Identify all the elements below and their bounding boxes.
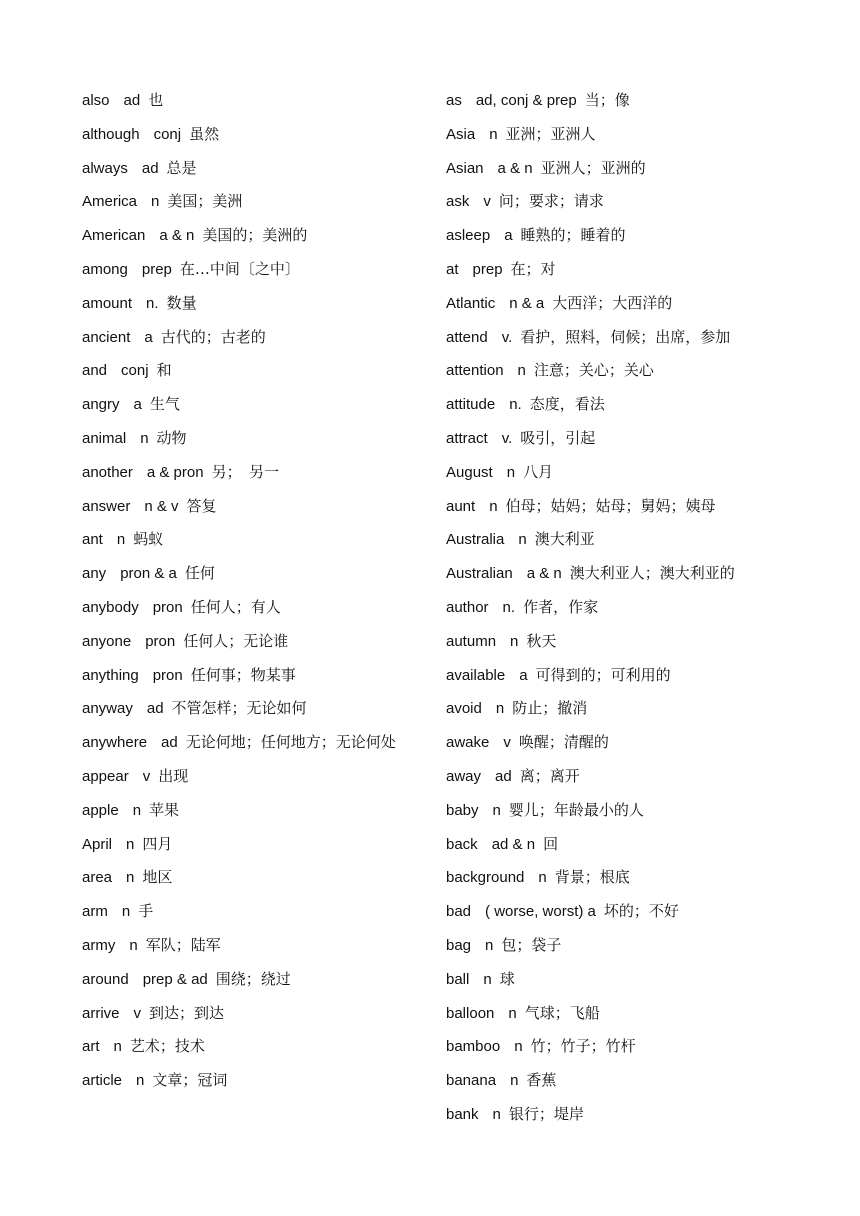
entry-definition: 背景；根底 (554, 868, 630, 887)
entry-definition: 八月 (523, 462, 554, 481)
entry-definition: 到达；到达 (149, 1003, 225, 1022)
vocab-entry (446, 692, 786, 726)
vocab-entry (82, 118, 422, 152)
entry-word: Asian (446, 159, 484, 177)
entry-definition: 无论何地；任何地方；无论何处 (185, 733, 396, 752)
entry-part-of-speech: v. (501, 328, 513, 346)
entry-part-of-speech: n (495, 700, 505, 718)
vocab-entry (446, 929, 786, 963)
entry-part-of-speech: ad (495, 767, 512, 785)
entry-definition: 虽然 (189, 124, 220, 143)
entry-word: ancient (82, 328, 131, 346)
entry-part-of-speech: a & n (159, 227, 195, 245)
entry-word: away (446, 767, 482, 785)
vocab-entry (82, 523, 422, 557)
vocab-entry (446, 287, 786, 321)
entry-part-of-speech: n (126, 835, 135, 853)
entry-part-of-speech: n. (146, 294, 159, 312)
entry-part-of-speech: n (518, 531, 527, 549)
entry-definition: 坏的；不好 (603, 902, 679, 921)
entry-definition: 香蕉 (526, 1071, 557, 1090)
entry-word: answer (82, 497, 131, 515)
vocab-entry (82, 828, 422, 862)
vocab-entry (82, 456, 422, 490)
entry-word: anyway (82, 700, 133, 718)
entry-definition: 地区 (142, 868, 173, 887)
entry-word: bamboo (446, 1038, 501, 1056)
entry-word: animal (82, 429, 127, 447)
entry-part-of-speech: v (503, 734, 511, 752)
entry-definition: 大西洋；大西洋的 (552, 293, 673, 312)
vocab-entry (82, 219, 422, 253)
entry-word: bag (446, 936, 472, 954)
vocab-entry (446, 1098, 786, 1132)
entry-definition: 另； 另一 (211, 462, 280, 481)
vocab-entry (446, 321, 786, 355)
entry-word: background (446, 869, 525, 887)
vocab-entry (446, 490, 786, 524)
entry-part-of-speech: pron (152, 598, 183, 616)
entry-part-of-speech: n & a (509, 294, 545, 312)
vocab-entry (82, 591, 422, 625)
entry-word: banana (446, 1072, 497, 1090)
entry-word: and (82, 362, 108, 380)
vocab-entry (446, 456, 786, 490)
vocab-entry (82, 997, 422, 1031)
entry-part-of-speech: n (508, 1004, 517, 1022)
entry-definition: 四月 (142, 834, 173, 853)
entry-part-of-speech: ad (123, 92, 141, 109)
entry-part-of-speech: v (483, 193, 491, 211)
vocab-entry (446, 726, 786, 760)
entry-word: attention (446, 362, 504, 380)
entry-word: angry (82, 396, 120, 414)
entry-part-of-speech: n (483, 970, 492, 988)
vocab-entry (446, 895, 786, 929)
entry-word: autumn (446, 632, 497, 650)
entry-word: baby (446, 801, 479, 819)
entry-part-of-speech: prep (472, 260, 503, 278)
entry-definition: 亚洲人；亚洲的 (540, 158, 646, 177)
vocab-entry (446, 84, 786, 118)
entry-word: author (446, 598, 489, 616)
vocab-entry (82, 625, 422, 659)
entry-word: back (446, 835, 478, 853)
entry-part-of-speech: ( worse, worst) a (485, 903, 596, 921)
entry-part-of-speech: n (151, 193, 160, 211)
entry-word: although (82, 125, 140, 143)
entry-definition: 婴儿；年龄最小的人 (508, 800, 644, 819)
entry-part-of-speech: n (514, 1038, 523, 1056)
entry-word: also (82, 92, 110, 109)
entry-definition: 任何事；物某事 (190, 665, 296, 684)
entry-definition: 古代的；古老的 (160, 327, 266, 346)
entry-definition: 蚂蚁 (133, 530, 164, 549)
entry-word: anyone (82, 632, 132, 650)
vocab-entry (446, 118, 786, 152)
entry-word: around (82, 970, 129, 988)
entry-word: any (82, 565, 107, 583)
entry-word: ask (446, 193, 470, 211)
vocab-entry (82, 557, 422, 591)
entry-definition: 出现 (158, 766, 189, 785)
entry-word: April (82, 835, 113, 853)
entry-definition: 围绕；绕过 (215, 969, 291, 988)
entry-part-of-speech: n (129, 936, 138, 954)
entry-part-of-speech: n (113, 1038, 122, 1056)
entry-word: as (446, 92, 462, 109)
entry-word: attract (446, 429, 488, 447)
vocab-entry (82, 726, 422, 760)
entry-definition: 态度，看法 (529, 395, 605, 414)
entry-definition: 在；对 (510, 259, 556, 278)
entry-definition: 任何人；无论谁 (183, 631, 289, 650)
entry-part-of-speech: n. (502, 598, 516, 616)
entry-word: aunt (446, 497, 476, 515)
entry-definition: 美国的；美洲的 (202, 226, 308, 245)
vocab-entry (446, 1030, 786, 1064)
vocab-entry (82, 1064, 422, 1098)
vocab-entry (446, 794, 786, 828)
entry-part-of-speech: n (517, 362, 526, 380)
entry-word: article (82, 1072, 123, 1090)
entry-word: arrive (82, 1004, 120, 1022)
entry-definition: 当；像 (584, 91, 630, 109)
entry-part-of-speech: a & n (497, 159, 533, 177)
entry-definition: 亚洲；亚洲人 (505, 124, 596, 143)
entry-word: avoid (446, 700, 482, 718)
entry-part-of-speech: n (132, 801, 142, 819)
entry-word: anybody (82, 598, 139, 616)
entry-word: ant (82, 531, 103, 549)
entry-definition: 任何 (184, 564, 215, 583)
vocab-entry (446, 422, 786, 456)
entry-part-of-speech: n (485, 936, 494, 954)
vocab-entry (446, 997, 786, 1031)
entry-part-of-speech: pron (152, 666, 183, 684)
vocab-entry (82, 794, 422, 828)
vocab-entry (446, 1064, 786, 1098)
entry-word: available (446, 666, 506, 684)
entry-definition: 澳大利亚 (534, 530, 595, 549)
vocab-entry (446, 219, 786, 253)
vocab-entry (446, 185, 786, 219)
entry-definition: 苹果 (149, 800, 180, 819)
vocab-entry (446, 861, 786, 895)
vocab-entry (82, 929, 422, 963)
entry-definition: 军队；陆军 (145, 935, 221, 954)
entry-part-of-speech: n (489, 125, 498, 143)
entry-word: area (82, 869, 113, 887)
entry-definition: 作者，作家 (523, 597, 599, 616)
entry-word: asleep (446, 227, 491, 245)
entry-part-of-speech: n. (509, 396, 522, 414)
vocab-entry (446, 963, 786, 997)
vocab-entry (446, 523, 786, 557)
vocab-entry (446, 557, 786, 591)
entry-definition: 睡熟的；睡着的 (520, 226, 626, 245)
entry-definition: 回 (543, 834, 559, 853)
entry-definition: 数量 (166, 293, 197, 312)
vocab-entry (82, 253, 422, 287)
entry-definition: 答复 (186, 496, 217, 515)
entry-definition: 总是 (166, 158, 197, 177)
entry-part-of-speech: n & v (144, 497, 179, 515)
entry-word: Asia (446, 125, 476, 143)
entry-word: American (82, 227, 146, 245)
entry-part-of-speech: n (116, 531, 126, 549)
vocab-entry (446, 625, 786, 659)
entry-word: another (82, 463, 133, 481)
vocab-entry (446, 388, 786, 422)
entry-word: anywhere (82, 734, 148, 752)
entry-definition: 气球；飞船 (524, 1003, 600, 1022)
entry-definition: 银行；堤岸 (508, 1104, 584, 1123)
entry-part-of-speech: ad & n (491, 835, 536, 853)
vocab-entry (446, 354, 786, 388)
entry-definition: 伯母；姑妈；姑母；舅妈；姨母 (505, 496, 716, 515)
entry-definition: 可得到的；可利用的 (535, 665, 671, 684)
entry-word: anything (82, 666, 139, 684)
vocab-entry (82, 1030, 422, 1064)
entry-word: balloon (446, 1004, 495, 1022)
vocab-entry (82, 963, 422, 997)
vocab-entry (82, 84, 422, 118)
entry-part-of-speech: a (519, 666, 528, 684)
entry-definition: 澳大利亚人；澳大利亚的 (569, 564, 735, 583)
entry-word: arm (82, 903, 108, 921)
entry-definition: 包；袋子 (501, 935, 562, 954)
entry-part-of-speech: prep & ad (142, 970, 208, 988)
vocab-entry (82, 861, 422, 895)
entry-part-of-speech: n (510, 632, 519, 650)
right-column (446, 84, 786, 1132)
entry-part-of-speech: ad (146, 700, 164, 718)
entry-part-of-speech: ad, conj & prep (475, 92, 577, 109)
entry-definition: 问；要求；请求 (498, 192, 604, 211)
entry-part-of-speech: n (506, 463, 516, 481)
entry-part-of-speech: ad (141, 159, 159, 177)
entry-definition: 在…中间〔之中〕 (179, 259, 300, 278)
entry-part-of-speech: v (133, 1004, 142, 1022)
entry-word: Australian (446, 565, 513, 583)
vocab-entry (82, 422, 422, 456)
entry-word: army (82, 936, 116, 954)
entry-part-of-speech: n (140, 429, 149, 447)
entry-word: bad (446, 903, 472, 921)
entry-part-of-speech: n (489, 497, 498, 515)
entry-word: Atlantic (446, 294, 496, 312)
entry-part-of-speech: a & n (526, 565, 562, 583)
entry-word: Australia (446, 531, 505, 549)
vocab-entry (446, 760, 786, 794)
entry-word: apple (82, 801, 119, 819)
entry-part-of-speech: prep (141, 260, 172, 278)
entry-word: awake (446, 734, 490, 752)
entry-word: appear (82, 767, 129, 785)
left-column (82, 84, 422, 1098)
entry-part-of-speech: n (538, 869, 547, 887)
entry-part-of-speech: n (510, 1072, 519, 1090)
entry-part-of-speech: conj (153, 125, 182, 143)
entry-definition: 唤醒；清醒的 (518, 733, 609, 752)
entry-part-of-speech: conj (121, 362, 149, 380)
vocab-entry (82, 152, 422, 186)
vocab-entry (446, 253, 786, 287)
entry-definition: 球 (499, 969, 515, 988)
entry-word: at (446, 260, 459, 278)
vocab-entry (82, 287, 422, 321)
entry-part-of-speech: n (136, 1072, 145, 1090)
entry-definition: 秋天 (526, 631, 557, 650)
vocab-entry (82, 760, 422, 794)
entry-part-of-speech: pron (145, 632, 176, 650)
entry-definition: 任何人；有人 (190, 597, 281, 616)
entry-definition: 离；离开 (519, 766, 580, 785)
vocab-entry (446, 828, 786, 862)
entry-definition: 动物 (156, 428, 187, 447)
entry-part-of-speech: n (126, 869, 135, 887)
entry-word: art (82, 1038, 100, 1056)
entry-definition: 防止；撤消 (512, 699, 588, 718)
entry-definition: 也 (148, 91, 164, 109)
entry-part-of-speech: v. (501, 429, 513, 447)
entry-part-of-speech: a & pron (146, 463, 204, 481)
entry-definition: 艺术；技术 (129, 1037, 205, 1056)
vocab-entry (446, 152, 786, 186)
entry-word: America (82, 193, 138, 211)
vocab-entry (446, 591, 786, 625)
vocab-entry (446, 659, 786, 693)
entry-part-of-speech: ad (161, 734, 178, 752)
entry-word: among (82, 260, 128, 278)
entry-definition: 看护，照料，伺候；出席，参加 (520, 327, 731, 346)
entry-definition: 和 (156, 361, 172, 380)
entry-definition: 生气 (149, 395, 180, 414)
entry-word: bank (446, 1105, 479, 1123)
entry-definition: 吸引，引起 (520, 428, 596, 447)
vocab-entry (82, 321, 422, 355)
entry-part-of-speech: n (121, 903, 131, 921)
entry-definition: 手 (138, 902, 154, 921)
entry-part-of-speech: a (504, 227, 513, 245)
entry-word: attitude (446, 396, 496, 414)
entry-word: August (446, 463, 493, 481)
entry-part-of-speech: pron & a (120, 565, 177, 583)
entry-word: ball (446, 970, 470, 988)
entry-part-of-speech: v (142, 767, 151, 785)
vocab-entry (82, 354, 422, 388)
vocab-entry (82, 659, 422, 693)
entry-part-of-speech: n (492, 801, 501, 819)
entry-word: amount (82, 294, 133, 312)
entry-definition: 竹；竹子；竹杆 (530, 1037, 636, 1056)
entry-definition: 注意；关心；关心 (533, 361, 654, 380)
vocab-entry (82, 185, 422, 219)
entry-word: attend (446, 328, 488, 346)
vocab-entry (82, 388, 422, 422)
entry-part-of-speech: a (144, 328, 153, 346)
entry-definition: 美国；美洲 (167, 192, 243, 211)
entry-word: always (82, 159, 128, 177)
entry-definition: 文章；冠词 (152, 1071, 228, 1090)
entry-part-of-speech: a (133, 396, 142, 414)
entry-part-of-speech: n (492, 1105, 501, 1123)
vocab-entry (82, 490, 422, 524)
entry-definition: 不管怎样；无论如何 (171, 699, 307, 718)
vocab-entry (82, 895, 422, 929)
vocab-entry (82, 692, 422, 726)
